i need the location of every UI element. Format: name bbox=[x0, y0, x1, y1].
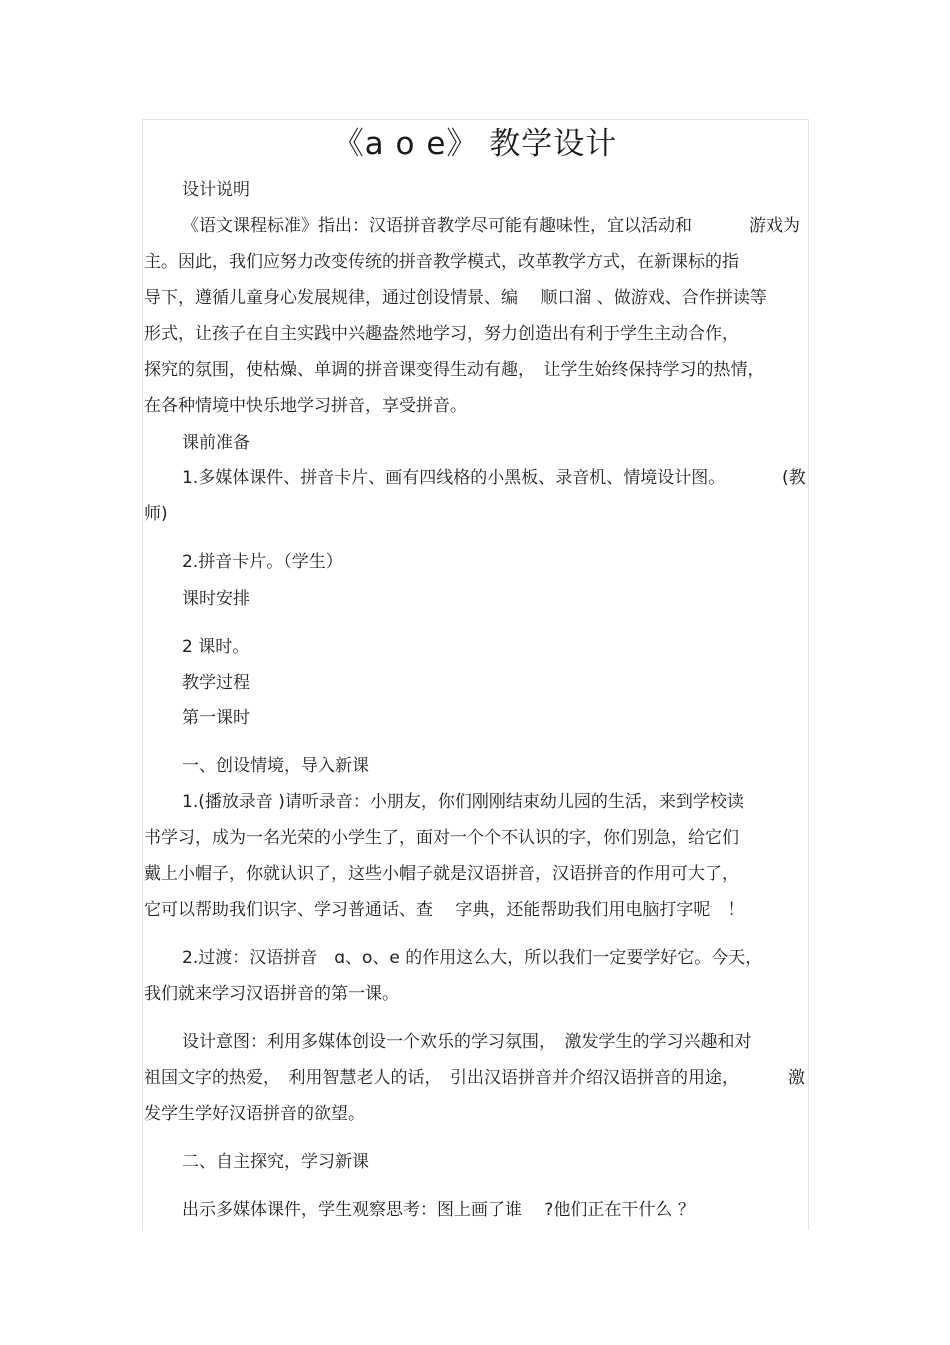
section-heading: 第一课时 bbox=[182, 708, 250, 728]
section-heading: 教学过程 bbox=[182, 673, 250, 693]
paragraph-line: 书学习，成为一名光荣的小学生了，面对一个个不认识的字，你们别急，给它们 bbox=[144, 828, 739, 848]
section-heading: 二、自主探究，学习新课 bbox=[182, 1152, 369, 1172]
paragraph-line: 激 bbox=[788, 1068, 805, 1088]
paragraph-line: 它可以帮助我们识字、学习普通话、查 字典，还能帮助我们用电脑打字呢 ！ bbox=[144, 900, 745, 920]
paragraph-line: 《语文课程标准》指出：汉语拼音教学尽可能有趣味性，宜以活动和 bbox=[182, 216, 692, 236]
section-heading: 设计说明 bbox=[182, 180, 250, 200]
paragraph-line: 我们就来学习汉语拼音的第一课。 bbox=[144, 984, 399, 1004]
paragraph-line: 2.拼音卡片。（学生） bbox=[182, 552, 343, 572]
paragraph-line: 戴上小帽子，你就认识了，这些小帽子就是汉语拼音，汉语拼音的作用可大了， bbox=[144, 864, 739, 884]
paragraph-line: 探究的氛围，使枯燥、单调的拼音课变得生动有趣， 让学生始终保持学习的热情， bbox=[144, 360, 765, 380]
paragraph-line: 2 课时。 bbox=[182, 637, 250, 657]
paragraph-line: 祖国文字的热爱， 利用智慧老人的话， 引出汉语拼音并介绍汉语拼音的用途， bbox=[144, 1068, 739, 1088]
paragraph-line: (教 bbox=[782, 468, 806, 488]
paragraph-line: 2.过渡：汉语拼音 ɑ、o、e 的作用这么大，所以我们一定要学好它。今天， bbox=[182, 948, 763, 968]
paragraph-line: 师) bbox=[144, 504, 168, 524]
section-heading: 一、创设情境，导入新课 bbox=[182, 756, 369, 776]
document-title: 《a o e》 教学设计 bbox=[332, 126, 618, 162]
paragraph-line: 主。因此，我们应努力改变传统的拼音教学模式，改革教学方式，在新课标的指 bbox=[144, 252, 739, 272]
paragraph-line: 导下，遵循儿童身心发展规律，通过创设情景、编 顺口溜 、做游戏、合作拼读等 bbox=[144, 288, 767, 308]
paragraph-line: 游戏为 bbox=[749, 216, 800, 236]
section-heading: 课前准备 bbox=[182, 433, 250, 453]
paragraph-line: 发学生学好汉语拼音的欲望。 bbox=[144, 1104, 365, 1124]
paragraph-line: 设计意图：利用多媒体创设一个欢乐的学习氛围， 激发学生的学习兴趣和对 bbox=[182, 1032, 752, 1052]
paragraph-line: 出示多媒体课件，学生观察思考：图上画了谁 ?他们正在干什么 ？ bbox=[182, 1200, 695, 1220]
paragraph-line: 在各种情境中快乐地学习拼音，享受拼音。 bbox=[144, 396, 467, 416]
section-heading: 课时安排 bbox=[182, 589, 250, 609]
paragraph-line: 1.(播放录音 )请听录音：小朋友，你们刚刚结束幼儿园的生活，来到学校读 bbox=[182, 792, 744, 812]
paragraph-line: 形式，让孩子在自主实践中兴趣盎然地学习，努力创造出有利于学生主动合作， bbox=[144, 324, 739, 344]
paragraph-line: 1.多媒体课件、拼音卡片、画有四线格的小黑板、录音机、情境设计图。 bbox=[182, 468, 726, 488]
